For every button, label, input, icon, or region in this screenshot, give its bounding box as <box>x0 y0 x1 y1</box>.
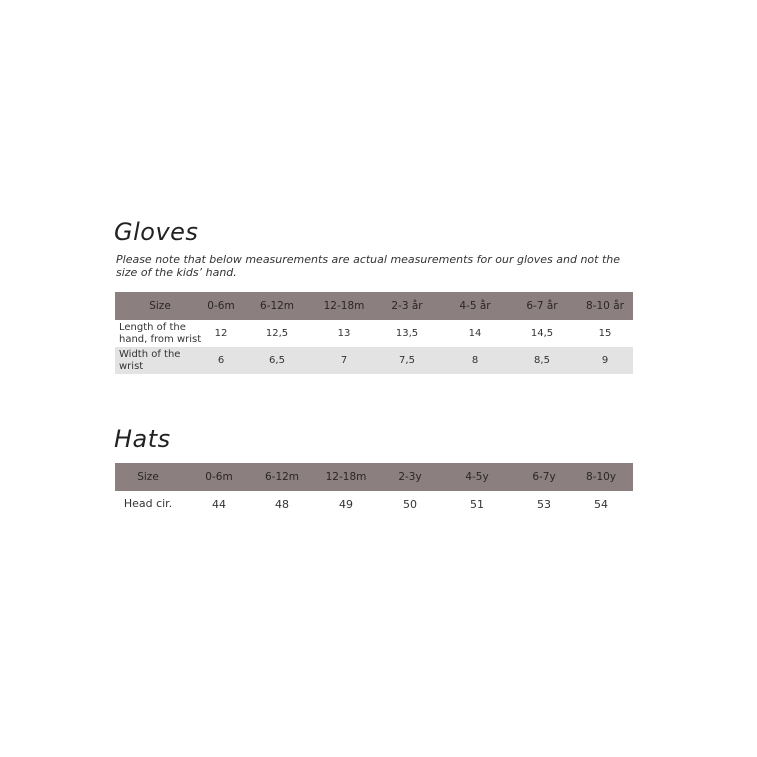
gloves-size-table <box>115 292 633 374</box>
table-cell: 53 <box>537 497 551 511</box>
hats-header-12-18m: 12-18m <box>307 463 385 491</box>
table-cell: 12,5 <box>265 328 289 339</box>
table-cell: 50 <box>403 497 417 511</box>
table-cell: 13 <box>337 328 351 339</box>
gloves-header-size: Size <box>115 292 205 320</box>
hats-header-6-12m: 6-12m <box>257 463 307 491</box>
table-cell: 14 <box>468 328 482 339</box>
table-cell: 13,5 <box>395 328 419 339</box>
table-cell: 15 <box>598 328 612 339</box>
gloves-header-12-18m: 12-18m <box>317 292 371 320</box>
table-cell: 49 <box>339 497 353 511</box>
table-cell: 7,5 <box>371 347 443 374</box>
hats-header-0-6m: 0-6m <box>181 463 257 491</box>
hats-header-4-5y: 4-5y <box>435 463 519 491</box>
row-label-width: Width of the wrist <box>115 347 205 374</box>
row-label-length: Length of the hand, from wrist <box>119 321 202 345</box>
table-cell: 6 <box>205 347 237 374</box>
table-cell: 8,5 <box>507 347 577 374</box>
gloves-header-row <box>115 292 633 320</box>
gloves-title: Gloves <box>114 218 199 246</box>
hats-header-row <box>115 463 633 491</box>
hats-header-2-3y: 2-3y <box>385 463 435 491</box>
gloves-header-4-5: 4-5 år <box>443 292 507 320</box>
hats-title: Hats <box>114 425 171 453</box>
table-row <box>115 347 633 374</box>
gloves-note: Please note that below measurements are actual measurements for our gloves and not the size of the kids’ hand. <box>116 253 621 279</box>
gloves-header-6-7: 6-7 år <box>507 292 577 320</box>
table-cell: 12 <box>214 328 228 339</box>
table-cell: 6,5 <box>237 347 317 374</box>
hats-header-8-10y: 8-10y <box>569 463 633 491</box>
table-cell: 7 <box>317 347 371 374</box>
table-cell: 54 <box>594 497 608 511</box>
gloves-header-0-6m: 0-6m <box>205 292 237 320</box>
table-cell: 14,5 <box>530 328 554 339</box>
table-cell: 51 <box>470 497 484 511</box>
table-cell: 48 <box>275 497 289 511</box>
table-row <box>115 491 633 517</box>
table-cell: 44 <box>212 497 226 511</box>
table-row <box>115 320 633 347</box>
row-label-head-circumference: Head cir. <box>123 497 173 510</box>
hats-size-table <box>115 463 633 517</box>
hats-header-6-7y: 6-7y <box>519 463 569 491</box>
table-cell: 9 <box>577 347 633 374</box>
table-cell: 8 <box>443 347 507 374</box>
hats-header-size: Size <box>115 463 181 491</box>
gloves-header-6-12m: 6-12m <box>237 292 317 320</box>
gloves-header-2-3: 2-3 år <box>371 292 443 320</box>
gloves-header-8-10: 8-10 år <box>577 292 633 320</box>
